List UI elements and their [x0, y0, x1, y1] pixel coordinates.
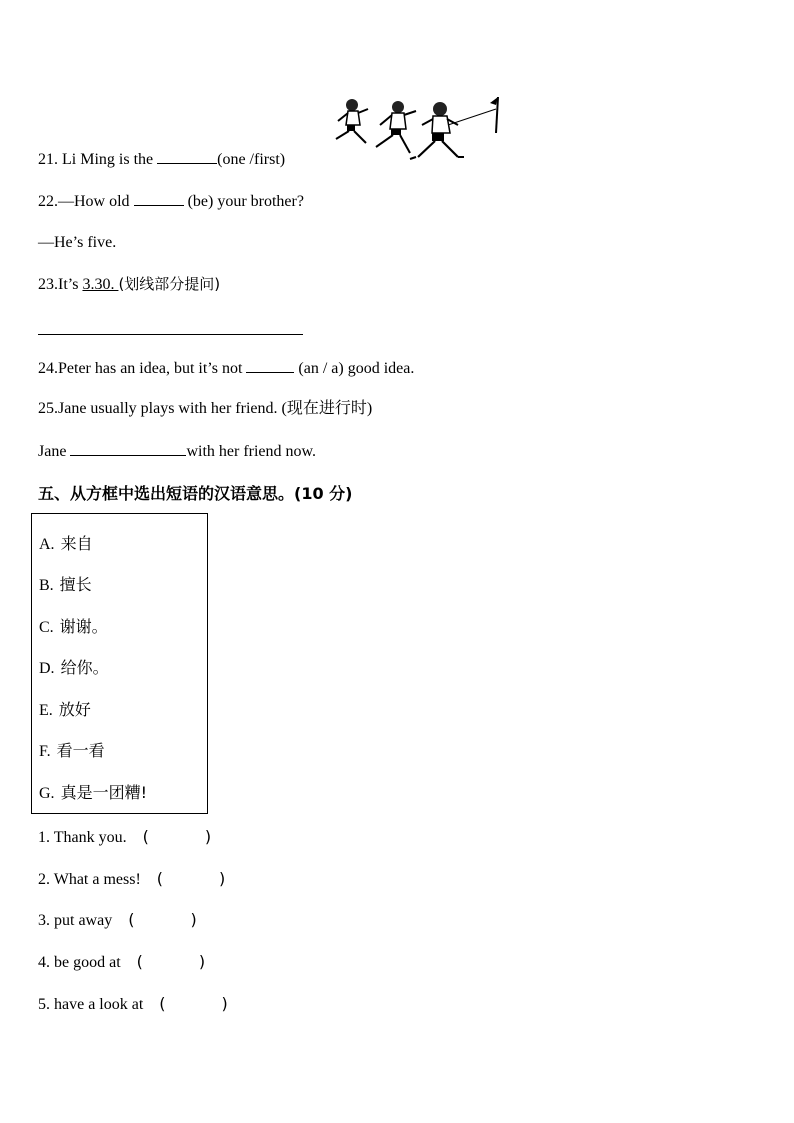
match-item-text: 3. put away	[38, 912, 117, 929]
option-letter: E.	[39, 702, 53, 719]
answer-paren-open[interactable]: (	[142, 827, 149, 846]
option-letter: D.	[39, 660, 55, 677]
option-letter: G.	[39, 785, 55, 802]
option-letter: C.	[39, 619, 54, 636]
answer-paren-close[interactable]: )	[190, 910, 197, 929]
question-25-fill	[38, 441, 316, 462]
question-23-answer-line[interactable]	[38, 334, 303, 335]
match-item-text: 5. have a look at	[38, 996, 148, 1013]
answer-paren-close[interactable]: )	[204, 827, 212, 846]
option-text: 来自	[60, 534, 93, 553]
option-e	[39, 697, 91, 720]
options-box	[31, 513, 208, 814]
option-d	[39, 655, 109, 678]
option-c	[39, 614, 108, 637]
question-22-hint: (be) your brother?	[183, 193, 304, 210]
question-24-blank[interactable]	[246, 358, 294, 373]
question-21	[38, 149, 285, 170]
option-letter: B.	[39, 577, 54, 594]
question-23	[38, 274, 220, 295]
option-a	[39, 531, 93, 554]
match-item-4	[38, 952, 205, 973]
match-item-1	[38, 827, 211, 848]
answer-paren-open[interactable]: (	[156, 869, 164, 888]
option-letter: A.	[39, 536, 55, 553]
option-b	[39, 572, 92, 595]
question-25-fill-prefix: Jane	[38, 443, 71, 460]
question-22-answer: —He’s five.	[38, 234, 117, 251]
question-21-blank[interactable]	[157, 149, 217, 164]
question-21-hint: (one /first)	[217, 151, 286, 168]
option-text: 真是一团糟!	[60, 783, 147, 802]
option-text: 谢谢。	[59, 617, 108, 636]
match-item-2	[38, 869, 225, 890]
running-race-illustration	[330, 95, 502, 165]
question-21-prefix: 21. Li Ming is the	[38, 151, 158, 168]
match-item-5	[38, 994, 228, 1015]
answer-paren-open[interactable]: (	[159, 994, 166, 1013]
answer-paren-open[interactable]: (	[128, 910, 135, 929]
question-24-prefix: 24.Peter has an idea, but it’s not	[38, 360, 247, 377]
option-g	[39, 780, 147, 803]
question-23-underlined-part: 3.30.	[82, 276, 119, 293]
question-23-prefix: 23.It’s	[38, 276, 83, 293]
match-item-text: 2. What a mess!	[38, 871, 145, 888]
match-item-text: 1. Thank you.	[38, 829, 131, 846]
option-text: 给你。	[60, 658, 109, 677]
match-item-text: 4. be good at	[38, 954, 125, 971]
match-item-3	[38, 910, 197, 931]
answer-paren-close[interactable]: )	[221, 994, 228, 1013]
answer-paren-close[interactable]: )	[198, 952, 206, 971]
option-f	[39, 738, 105, 761]
question-23-instruction: (划线部分提问)	[118, 275, 221, 293]
question-22-blank[interactable]	[134, 191, 184, 206]
question-25-blank[interactable]	[70, 441, 186, 456]
question-22	[38, 191, 304, 212]
question-24	[38, 358, 414, 379]
option-text: 放好	[58, 700, 91, 719]
question-22-prefix: 22.—How old	[38, 193, 134, 210]
option-text: 擅长	[59, 575, 92, 594]
answer-paren-open[interactable]: (	[136, 952, 143, 971]
option-text: 看一看	[56, 741, 105, 760]
question-24-hint: (an / a) good idea.	[294, 360, 415, 377]
option-letter: F.	[39, 743, 51, 760]
question-25: 25.Jane usually plays with her friend. (现在进行时)	[38, 400, 373, 417]
section-5-title: 五、从方框中选出短语的汉语意思。(10 分)	[38, 484, 353, 503]
answer-paren-close[interactable]: )	[219, 869, 226, 888]
question-25-fill-suffix: with her friend now.	[186, 443, 317, 460]
